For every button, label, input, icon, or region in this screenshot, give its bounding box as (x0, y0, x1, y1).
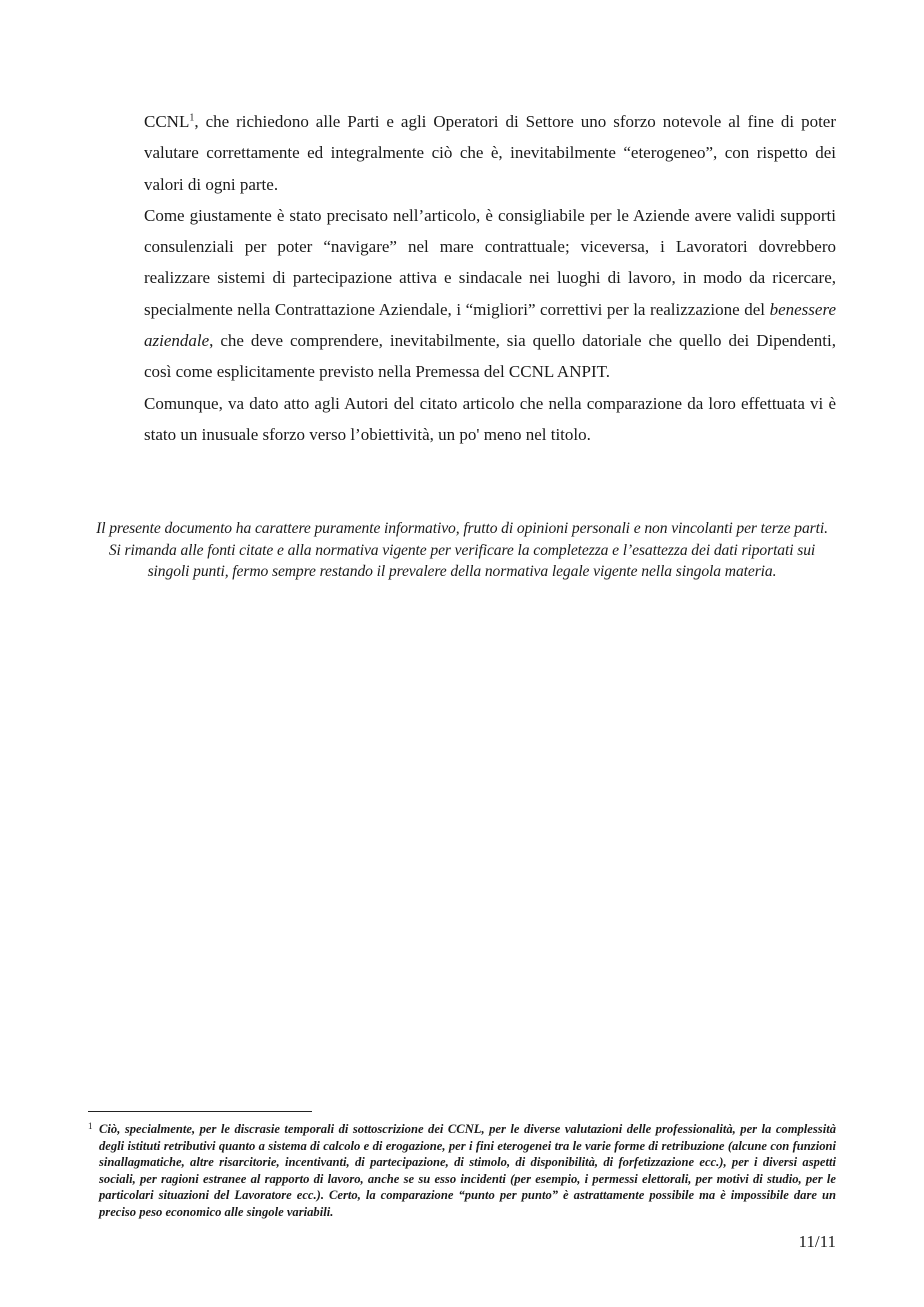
paragraph-1 (144, 106, 836, 200)
footnote-text: Ciò, specialmente, per le discrasie temporali di sottoscrizione dei CCNL, per le diverse valutazioni delle professionalità, per la complessità degli istituti retributivi quanto a sistema di calcolo e di erogazione, per i fini eterogenei tra le varie forme di retribuzione (alcune con funzioni sinallagmatiche, altre risarcitorie, incentivanti, di partecipazione, di stimolo, di disponibilità, di forfetizzazione ecc.), per i diversi aspetti sociali, per ragioni estranee al rapporto di lavoro, anche se su esso incidenti (per esempio, i permessi elettorali, per motivi di studio, per le particolari situazioni del Lavoratore ecc.). Certo, la comparazione “punto per punto” è astrattamente possibile ma è impossibile dare un preciso peso economico alle singole variabili. (99, 1122, 836, 1219)
paragraph-2-rest: , che deve comprendere, inevitabilmente, sia quello datoriale che quello dei Dipendenti, così come esplicitamente previsto nella Premessa del CCNL ANPIT. (144, 331, 836, 382)
page-number: 11/11 (798, 1232, 836, 1251)
emphasis-benessere-aziendale: benessere aziendale (144, 299, 836, 351)
paragraph-1-start: CCNL (144, 112, 190, 131)
footnote-reference[interactable]: 1 (189, 112, 195, 124)
disclaimer-line-1: Il presente documento ha carattere puramente informativo, frutto di opinioni personali e non vincolanti per terze parti. (96, 520, 828, 537)
paragraph-2-start: Come giustamente è stato precisato nell’articolo, è consigliabile per le Aziende avere validi supporti consulenziali per poter “navigare” nel mare contrattuale; viceversa, i Lavoratori dovrebbero realizzare sistemi di partecipazione attiva e sindacale nei luoghi di lavoro, in modo da ricercare, specialmente nella Contrattazione Aziendale, i “migliori” correttivi per la realizzazione del (144, 205, 836, 319)
disclaimer-line-2: Si rimanda alle fonti citate e alla normativa vigente per verificare la completezza e l’esattezza dei dati riportati sui singoli punti, fermo sempre restando il prevalere della normativa legale vigente nella singola materia. (108, 541, 816, 580)
disclaimer (88, 518, 836, 583)
footnote-marker: 1 (88, 1121, 93, 1131)
paragraph-2 (144, 200, 836, 388)
body-text (144, 106, 836, 450)
footnote (88, 1121, 836, 1220)
paragraph-1-rest: , che richiedono alle Parti e agli Operatori di Settore uno sforzo notevole al fine di poter valutare correttamente ed integralmente ciò che è, inevitabilmente “eterogeneo”, con rispetto dei valori di ogni parte. (144, 112, 836, 194)
footnote-separator (88, 1111, 312, 1112)
paragraph-3: Comunque, va dato atto agli Autori del citato articolo che nella comparazione da loro effettuata vi è stato un inusuale sforzo verso l’obiettività, un po' meno nel titolo. (144, 393, 836, 444)
